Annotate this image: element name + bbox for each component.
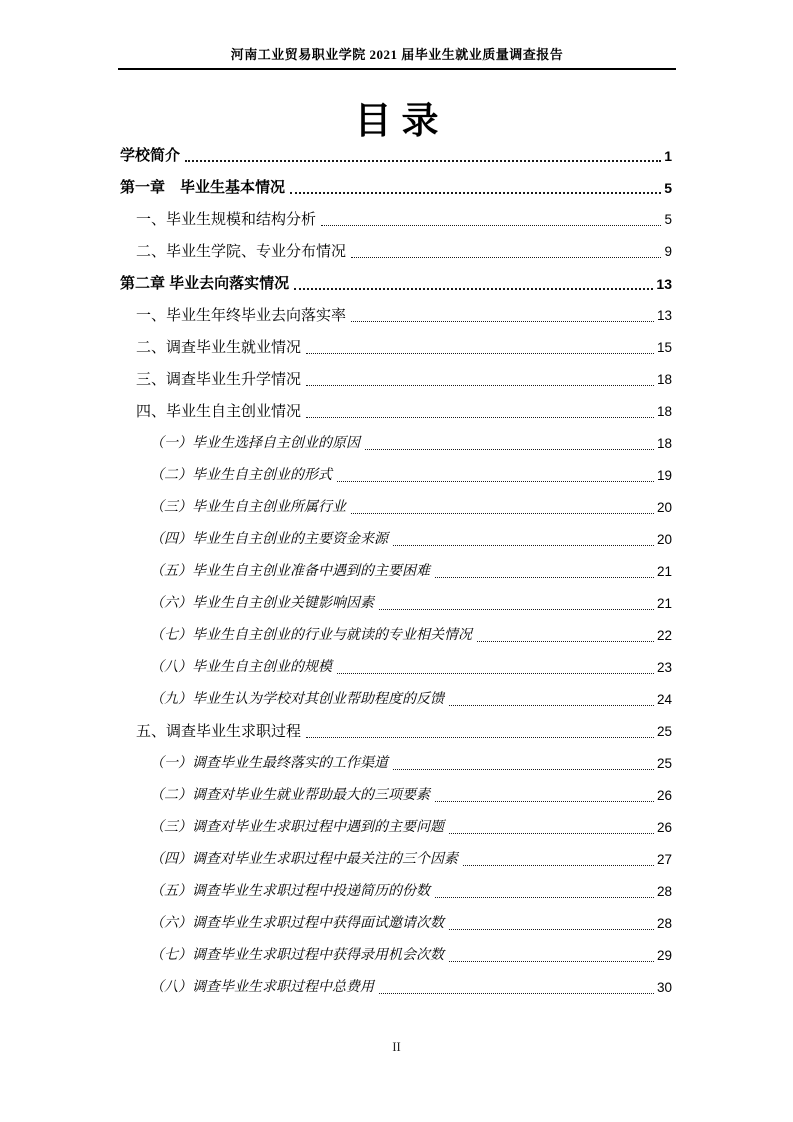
dot-leader (337, 673, 654, 674)
toc-entry-page: 30 (656, 980, 672, 995)
toc-entry-label: （五）毕业生自主创业准备中遇到的主要困难 (150, 564, 430, 579)
toc-entry-label: 二、调查毕业生就业情况 (136, 339, 302, 356)
toc-entry-page: 20 (656, 500, 672, 515)
toc-title: 目录 (354, 101, 449, 142)
toc-entry[interactable] (120, 684, 672, 716)
toc-entry-label: （五）调查毕业生求职过程中投递简历的份数 (150, 884, 430, 899)
dot-leader (351, 257, 661, 258)
toc-entry-label: 一、毕业生年终毕业去向落实率 (136, 307, 347, 324)
dot-leader (435, 897, 654, 898)
toc-entry-page: 24 (656, 692, 672, 707)
dot-leader (449, 833, 654, 834)
toc-entry-label: （三）毕业生自主创业所属行业 (150, 500, 346, 515)
dot-leader (435, 577, 654, 578)
toc-entry[interactable] (120, 620, 672, 652)
toc-entry[interactable] (120, 716, 672, 748)
dot-leader (306, 353, 654, 354)
toc-entry-page: 15 (656, 340, 672, 355)
toc-entry[interactable] (120, 908, 672, 940)
toc-entry-page: 25 (656, 724, 672, 739)
dot-leader (290, 192, 661, 194)
dot-leader (435, 801, 654, 802)
toc-entry-label: 四、毕业生自主创业情况 (136, 403, 302, 420)
toc-entry[interactable] (120, 524, 672, 556)
dot-leader (379, 993, 654, 994)
toc-entry-label: （八）毕业生自主创业的规模 (150, 660, 332, 675)
dot-leader (306, 417, 654, 418)
toc-entry[interactable] (120, 652, 672, 684)
dot-leader (393, 545, 654, 546)
toc-entry-page: 9 (664, 244, 672, 259)
dot-leader (379, 609, 654, 610)
dot-leader (463, 865, 654, 866)
toc-entry-page: 13 (656, 308, 672, 323)
page-number: II (392, 1040, 401, 1054)
toc-entry[interactable] (120, 332, 672, 364)
dot-leader (306, 385, 654, 386)
running-header: 河南工业贸易职业学院 2021 届毕业生就业质量调查报告 (118, 44, 676, 70)
toc-entry[interactable] (120, 844, 672, 876)
dot-leader (185, 160, 661, 162)
toc-entry-page: 21 (656, 564, 672, 579)
toc-entry-label: （九）毕业生认为学校对其创业帮助程度的反馈 (150, 692, 444, 707)
toc-entry[interactable] (120, 748, 672, 780)
toc-entry[interactable] (120, 268, 672, 300)
toc-entry[interactable] (120, 588, 672, 620)
toc-entry-label: 第一章 毕业生基本情况 (120, 179, 286, 196)
toc-entry-label: （一）毕业生选择自主创业的原因 (150, 436, 360, 451)
toc-entry[interactable] (120, 780, 672, 812)
toc-entry-page: 28 (656, 884, 672, 899)
toc-entry[interactable] (120, 556, 672, 588)
toc-entry[interactable] (120, 236, 672, 268)
toc-entry[interactable] (120, 460, 672, 492)
toc-entry-page: 5 (664, 180, 672, 196)
toc-entry-page: 5 (664, 212, 672, 227)
toc-entry-label: 三、调查毕业生升学情况 (136, 371, 302, 388)
toc-entry-page: 28 (656, 916, 672, 931)
toc-entry[interactable] (120, 428, 672, 460)
toc-entry[interactable] (120, 204, 672, 236)
dot-leader (449, 705, 654, 706)
toc-entry-label: （二）毕业生自主创业的形式 (150, 468, 332, 483)
dot-leader (477, 641, 654, 642)
toc-entry-label: （三）调查对毕业生求职过程中遇到的主要问题 (150, 820, 444, 835)
dot-leader (351, 513, 654, 514)
toc-list (120, 140, 672, 1004)
toc-entry-label: （六）毕业生自主创业关键影响因素 (150, 596, 374, 611)
toc-entry-label: （四）毕业生自主创业的主要资金来源 (150, 532, 388, 547)
dot-leader (294, 288, 653, 290)
toc-entry-page: 26 (656, 820, 672, 835)
toc-entry-label: 第二章 毕业去向落实情况 (120, 275, 290, 292)
toc-entry-page: 13 (656, 276, 672, 292)
toc-entry-label: （一）调查毕业生最终落实的工作渠道 (150, 756, 388, 771)
toc-entry-page: 23 (656, 660, 672, 675)
toc-entry-page: 26 (656, 788, 672, 803)
toc-entry-page: 18 (656, 404, 672, 419)
dot-leader (351, 321, 654, 322)
toc-entry[interactable] (120, 876, 672, 908)
toc-entry[interactable] (120, 172, 672, 204)
toc-entry[interactable] (120, 364, 672, 396)
toc-entry-page: 18 (656, 372, 672, 387)
toc-entry[interactable] (120, 492, 672, 524)
toc-entry-label: （八）调查毕业生求职过程中总费用 (150, 980, 374, 995)
toc-entry[interactable] (120, 140, 672, 172)
toc-entry-page: 20 (656, 532, 672, 547)
dot-leader (365, 449, 654, 450)
toc-entry-page: 22 (656, 628, 672, 643)
toc-entry[interactable] (120, 812, 672, 844)
toc-entry-page: 19 (656, 468, 672, 483)
dot-leader (449, 961, 654, 962)
toc-entry[interactable] (120, 396, 672, 428)
toc-entry[interactable] (120, 972, 672, 1004)
toc-entry-label: 五、调查毕业生求职过程 (136, 723, 302, 740)
dot-leader (337, 481, 654, 482)
toc-entry-label: （七）调查毕业生求职过程中获得录用机会次数 (150, 948, 444, 963)
toc-entry-label: （六）调查毕业生求职过程中获得面试邀请次数 (150, 916, 444, 931)
toc-entry-page: 29 (656, 948, 672, 963)
toc-entry-label: （四）调查对毕业生求职过程中最关注的三个因素 (150, 852, 458, 867)
toc-entry-label: 二、毕业生学院、专业分布情况 (136, 243, 347, 260)
toc-entry[interactable] (120, 300, 672, 332)
toc-entry-label: （七）毕业生自主创业的行业与就读的专业相关情况 (150, 628, 472, 643)
toc-entry-page: 25 (656, 756, 672, 771)
toc-entry-page: 18 (656, 436, 672, 451)
toc-entry[interactable] (120, 940, 672, 972)
toc-entry-label: 学校简介 (120, 147, 181, 164)
dot-leader (449, 929, 654, 930)
dot-leader (306, 737, 654, 738)
toc-entry-label: （二）调查对毕业生就业帮助最大的三项要素 (150, 788, 430, 803)
toc-entry-page: 27 (656, 852, 672, 867)
dot-leader (321, 225, 661, 226)
toc-entry-page: 1 (664, 148, 672, 164)
toc-entry-label: 一、毕业生规模和结构分析 (136, 211, 317, 228)
toc-entry-page: 21 (656, 596, 672, 611)
dot-leader (393, 769, 654, 770)
